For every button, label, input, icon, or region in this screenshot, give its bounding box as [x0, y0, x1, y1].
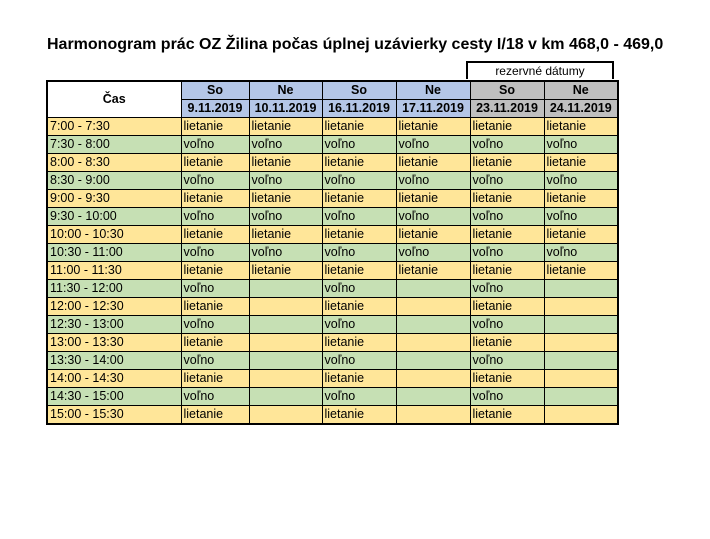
schedule-cell: lietanie — [249, 262, 322, 280]
schedule-cell: lietanie — [470, 154, 544, 172]
schedule-cell: lietanie — [249, 190, 322, 208]
table-row — [47, 118, 618, 136]
schedule-cell: lietanie — [544, 262, 618, 280]
schedule-cell — [544, 406, 618, 425]
schedule-cell: lietanie — [249, 118, 322, 136]
time-column-header: Čas — [47, 81, 181, 118]
schedule-cell: voľno — [181, 244, 249, 262]
schedule-cell — [544, 370, 618, 388]
schedule-table — [46, 80, 619, 425]
table-row — [47, 136, 618, 154]
schedule-cell: voľno — [181, 208, 249, 226]
schedule-cell: voľno — [470, 136, 544, 154]
schedule-cell: lietanie — [470, 226, 544, 244]
table-row — [47, 388, 618, 406]
schedule-cell: voľno — [470, 280, 544, 298]
schedule-cell: lietanie — [181, 118, 249, 136]
schedule-cell: voľno — [396, 244, 470, 262]
schedule-cell: voľno — [322, 352, 396, 370]
schedule-cell: lietanie — [322, 154, 396, 172]
schedule-cell: lietanie — [470, 190, 544, 208]
time-slot-cell: 8:30 - 9:00 — [47, 172, 181, 190]
schedule-cell: lietanie — [396, 226, 470, 244]
day-header: Ne — [249, 81, 322, 100]
date-header: 9.11.2019 — [181, 100, 249, 118]
time-slot-cell: 13:00 - 13:30 — [47, 334, 181, 352]
time-slot-cell: 11:30 - 12:00 — [47, 280, 181, 298]
schedule-cell: lietanie — [544, 118, 618, 136]
schedule-cell: voľno — [249, 172, 322, 190]
time-slot-cell: 14:00 - 14:30 — [47, 370, 181, 388]
time-slot-cell: 12:00 - 12:30 — [47, 298, 181, 316]
day-header-row — [47, 81, 618, 100]
time-slot-cell: 14:30 - 15:00 — [47, 388, 181, 406]
schedule-cell: voľno — [181, 352, 249, 370]
schedule-cell: voľno — [322, 244, 396, 262]
schedule-cell: lietanie — [322, 334, 396, 352]
schedule-cell: lietanie — [470, 334, 544, 352]
schedule-cell: lietanie — [322, 370, 396, 388]
time-slot-cell: 10:30 - 11:00 — [47, 244, 181, 262]
schedule-cell: lietanie — [181, 298, 249, 316]
schedule-cell: lietanie — [544, 226, 618, 244]
schedule-cell: lietanie — [181, 334, 249, 352]
schedule-cell: lietanie — [322, 406, 396, 425]
schedule-cell: voľno — [322, 316, 396, 334]
schedule-cell: lietanie — [396, 262, 470, 280]
schedule-cell: lietanie — [249, 226, 322, 244]
schedule-cell — [249, 370, 322, 388]
schedule-cell — [249, 352, 322, 370]
page-title: Harmonogram prác OZ Žilina počas úplnej uzávierky cesty I/18 v km 468,0 - 469,0 — [47, 36, 664, 53]
date-header: 10.11.2019 — [249, 100, 322, 118]
schedule-cell: voľno — [322, 172, 396, 190]
schedule-cell: lietanie — [544, 154, 618, 172]
date-header: 16.11.2019 — [322, 100, 396, 118]
schedule-cell: lietanie — [181, 226, 249, 244]
schedule-cell: voľno — [181, 280, 249, 298]
schedule-cell: lietanie — [249, 154, 322, 172]
schedule-cell — [396, 334, 470, 352]
schedule-cell: voľno — [322, 280, 396, 298]
schedule-cell: lietanie — [181, 190, 249, 208]
schedule-cell: voľno — [470, 208, 544, 226]
table-row — [47, 352, 618, 370]
schedule-cell: voľno — [470, 388, 544, 406]
schedule-cell — [249, 298, 322, 316]
schedule-cell: voľno — [544, 136, 618, 154]
schedule-cell: lietanie — [322, 298, 396, 316]
time-slot-cell: 11:00 - 11:30 — [47, 262, 181, 280]
table-row — [47, 154, 618, 172]
table-row — [47, 190, 618, 208]
schedule-cell: voľno — [396, 136, 470, 154]
schedule-cell: lietanie — [470, 370, 544, 388]
schedule-cell — [544, 388, 618, 406]
time-slot-cell: 7:00 - 7:30 — [47, 118, 181, 136]
schedule-cell — [396, 406, 470, 425]
schedule-cell: voľno — [249, 244, 322, 262]
table-row — [47, 226, 618, 244]
schedule-cell: voľno — [470, 316, 544, 334]
time-slot-cell: 9:30 - 10:00 — [47, 208, 181, 226]
schedule-cell: lietanie — [322, 190, 396, 208]
schedule-cell: lietanie — [322, 226, 396, 244]
schedule-cell: voľno — [470, 172, 544, 190]
schedule-cell — [396, 388, 470, 406]
day-header: So — [470, 81, 544, 100]
schedule-cell — [249, 406, 322, 425]
schedule-cell: voľno — [322, 208, 396, 226]
schedule-cell: voľno — [181, 172, 249, 190]
schedule-cell: voľno — [181, 388, 249, 406]
schedule-cell — [396, 352, 470, 370]
schedule-cell: lietanie — [396, 190, 470, 208]
schedule-cell: voľno — [322, 388, 396, 406]
schedule-cell — [544, 298, 618, 316]
schedule-cell: voľno — [544, 244, 618, 262]
schedule-cell — [396, 370, 470, 388]
table-row — [47, 334, 618, 352]
schedule-cell: voľno — [396, 208, 470, 226]
schedule-cell — [249, 334, 322, 352]
date-header: 23.11.2019 — [470, 100, 544, 118]
schedule-cell — [544, 352, 618, 370]
schedule-cell: voľno — [544, 172, 618, 190]
table-row — [47, 370, 618, 388]
schedule-cell: lietanie — [396, 118, 470, 136]
schedule-cell: lietanie — [396, 154, 470, 172]
schedule-cell — [249, 280, 322, 298]
schedule-cell: voľno — [470, 352, 544, 370]
schedule-cell — [249, 316, 322, 334]
table-row — [47, 262, 618, 280]
schedule-cell: voľno — [396, 172, 470, 190]
schedule-cell: lietanie — [322, 262, 396, 280]
table-row — [47, 172, 618, 190]
schedule-cell: voľno — [249, 136, 322, 154]
schedule-cell: voľno — [181, 316, 249, 334]
table-row — [47, 280, 618, 298]
time-slot-cell: 13:30 - 14:00 — [47, 352, 181, 370]
schedule-cell: lietanie — [544, 190, 618, 208]
table-row — [47, 406, 618, 425]
schedule-cell: voľno — [322, 136, 396, 154]
schedule-cell: lietanie — [181, 262, 249, 280]
schedule-cell: lietanie — [181, 370, 249, 388]
day-header: Ne — [396, 81, 470, 100]
table-row — [47, 208, 618, 226]
schedule-cell — [544, 334, 618, 352]
time-slot-cell: 7:30 - 8:00 — [47, 136, 181, 154]
schedule-cell: lietanie — [470, 406, 544, 425]
schedule-cell: lietanie — [181, 406, 249, 425]
time-slot-cell: 12:30 - 13:00 — [47, 316, 181, 334]
table-row — [47, 298, 618, 316]
schedule-cell — [544, 316, 618, 334]
schedule-cell: voľno — [470, 244, 544, 262]
schedule-cell: lietanie — [470, 298, 544, 316]
time-slot-cell: 10:00 - 10:30 — [47, 226, 181, 244]
table-row — [47, 244, 618, 262]
schedule-cell: lietanie — [181, 154, 249, 172]
day-header: So — [322, 81, 396, 100]
schedule-cell — [396, 298, 470, 316]
date-header: 17.11.2019 — [396, 100, 470, 118]
schedule-cell: lietanie — [322, 118, 396, 136]
schedule-cell — [249, 388, 322, 406]
schedule-body — [47, 118, 618, 425]
reserve-dates-label: rezervné dátumy — [466, 61, 614, 79]
time-slot-cell: 8:00 - 8:30 — [47, 154, 181, 172]
schedule-cell — [396, 280, 470, 298]
schedule-cell — [544, 280, 618, 298]
schedule-cell: lietanie — [470, 118, 544, 136]
day-header: So — [181, 81, 249, 100]
date-header: 24.11.2019 — [544, 100, 618, 118]
schedule-cell: lietanie — [470, 262, 544, 280]
schedule-cell: voľno — [181, 136, 249, 154]
schedule-cell — [396, 316, 470, 334]
time-slot-cell: 9:00 - 9:30 — [47, 190, 181, 208]
schedule-cell: voľno — [249, 208, 322, 226]
table-row — [47, 316, 618, 334]
day-header: Ne — [544, 81, 618, 100]
schedule-cell: voľno — [544, 208, 618, 226]
time-slot-cell: 15:00 - 15:30 — [47, 406, 181, 425]
